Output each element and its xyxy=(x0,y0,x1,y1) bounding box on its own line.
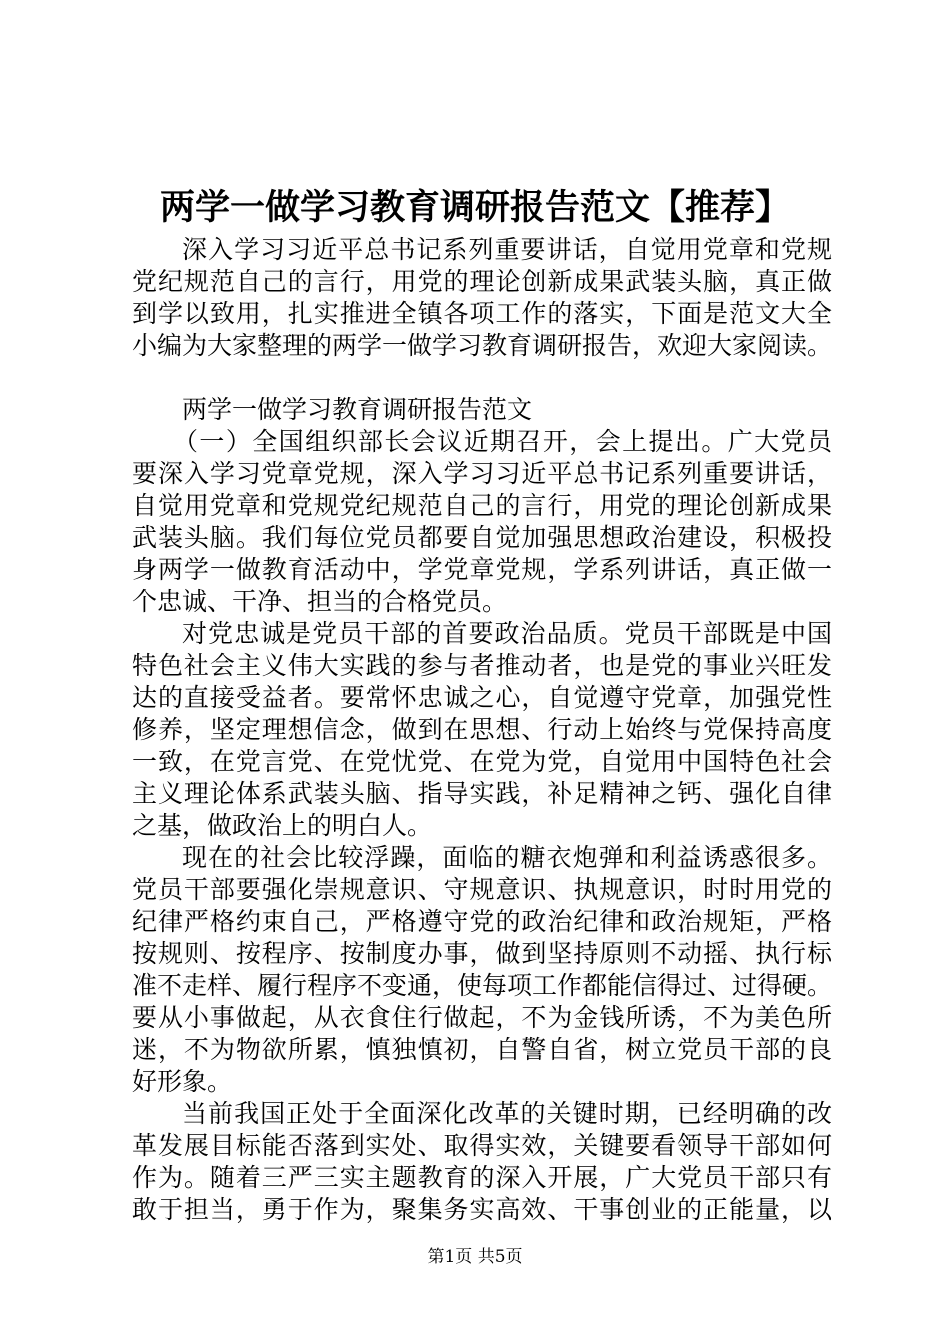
paragraph-line: 武装头脑。我们每位党员都要自觉加强思想政治建设，积极投 xyxy=(132,523,832,552)
section-heading: 两学一做学习教育调研报告范文 xyxy=(182,395,533,424)
paragraph-line: 特色社会主义伟大实践的参与者推动者，也是党的事业兴旺发 xyxy=(132,651,832,680)
paragraph-line: 好形象。 xyxy=(132,1067,233,1096)
paragraph-line: 之基，做政治上的明白人。 xyxy=(132,811,433,840)
paragraph-line: 当前我国正处于全面深化改革的关键时期，已经明确的改 xyxy=(182,1099,832,1128)
page-footer: 第1页 共5页 xyxy=(427,1247,523,1267)
paragraph-line: 要从小事做起，从衣食住行做起，不为金钱所诱，不为美色所 xyxy=(132,1003,832,1032)
paragraph-line: 迷，不为物欲所累，慎独慎初，自警自省，树立党员干部的良 xyxy=(132,1035,832,1064)
paragraph-line: 一致，在党言党、在党忧党、在党为党，自觉用中国特色社会 xyxy=(132,747,832,776)
paragraph-line: 现在的社会比较浮躁，面临的糖衣炮弹和利益诱惑很多。 xyxy=(182,843,832,872)
paragraph-line: 主义理论体系武装头脑、指导实践，补足精神之钙、强化自律 xyxy=(132,779,832,808)
paragraph-line: 敢于担当，勇于作为，聚集务实高效、干事创业的正能量，以 xyxy=(132,1195,832,1224)
document-title: 两学一做学习教育调研报告范文【推荐】 xyxy=(159,187,790,228)
paragraph-line: 身两学一做教育活动中，学党章党规，学系列讲话，真正做一 xyxy=(132,555,832,584)
paragraph-line: 党纪规范自己的言行，用党的理论创新成果武装头脑，真正做 xyxy=(132,267,832,296)
paragraph-line: 到学以致用，扎实推进全镇各项工作的落实，下面是范文大全 xyxy=(132,299,832,328)
paragraph-line: 党员干部要强化崇规意识、守规意识、执规意识，时时用党的 xyxy=(132,875,832,904)
paragraph-line: 革发展目标能否落到实处、取得实效，关键要看领导干部如何 xyxy=(132,1131,832,1160)
paragraph-line: （一）全国组织部长会议近期召开，会上提出。广大党员 xyxy=(173,427,832,456)
paragraph-line: 小编为大家整理的两学一做学习教育调研报告，欢迎大家阅读。 xyxy=(132,331,833,360)
paragraph-line: 纪律严格约束自己，严格遵守党的政治纪律和政治规矩，严格 xyxy=(132,907,832,936)
paragraph-line: 修养，坚定理想信念，做到在思想、行动上始终与党保持高度 xyxy=(132,715,832,744)
paragraph-line: 作为。随着三严三实主题教育的深入开展，广大党员干部只有 xyxy=(132,1163,832,1192)
paragraph-line: 要深入学习党章党规，深入学习习近平总书记系列重要讲话， xyxy=(132,459,832,488)
paragraph-line: 达的直接受益者。要常怀忠诚之心，自觉遵守党章，加强党性 xyxy=(132,683,832,712)
paragraph-line: 对党忠诚是党员干部的首要政治品质。党员干部既是中国 xyxy=(182,619,832,648)
paragraph-line: 准不走样、履行程序不变通，使每项工作都能信得过、过得硬。 xyxy=(132,971,833,1000)
paragraph-line: 个忠诚、干净、担当的合格党员。 xyxy=(132,587,508,616)
document-body xyxy=(132,234,832,1226)
paragraph-line: 自觉用党章和党规党纪规范自己的言行，用党的理论创新成果 xyxy=(132,491,832,520)
paragraph-line: 深入学习习近平总书记系列重要讲话，自觉用党章和党规 xyxy=(182,235,832,264)
paragraph-line: 按规则、按程序、按制度办事，做到坚持原则不动摇、执行标 xyxy=(132,939,832,968)
blank-line xyxy=(132,362,832,394)
